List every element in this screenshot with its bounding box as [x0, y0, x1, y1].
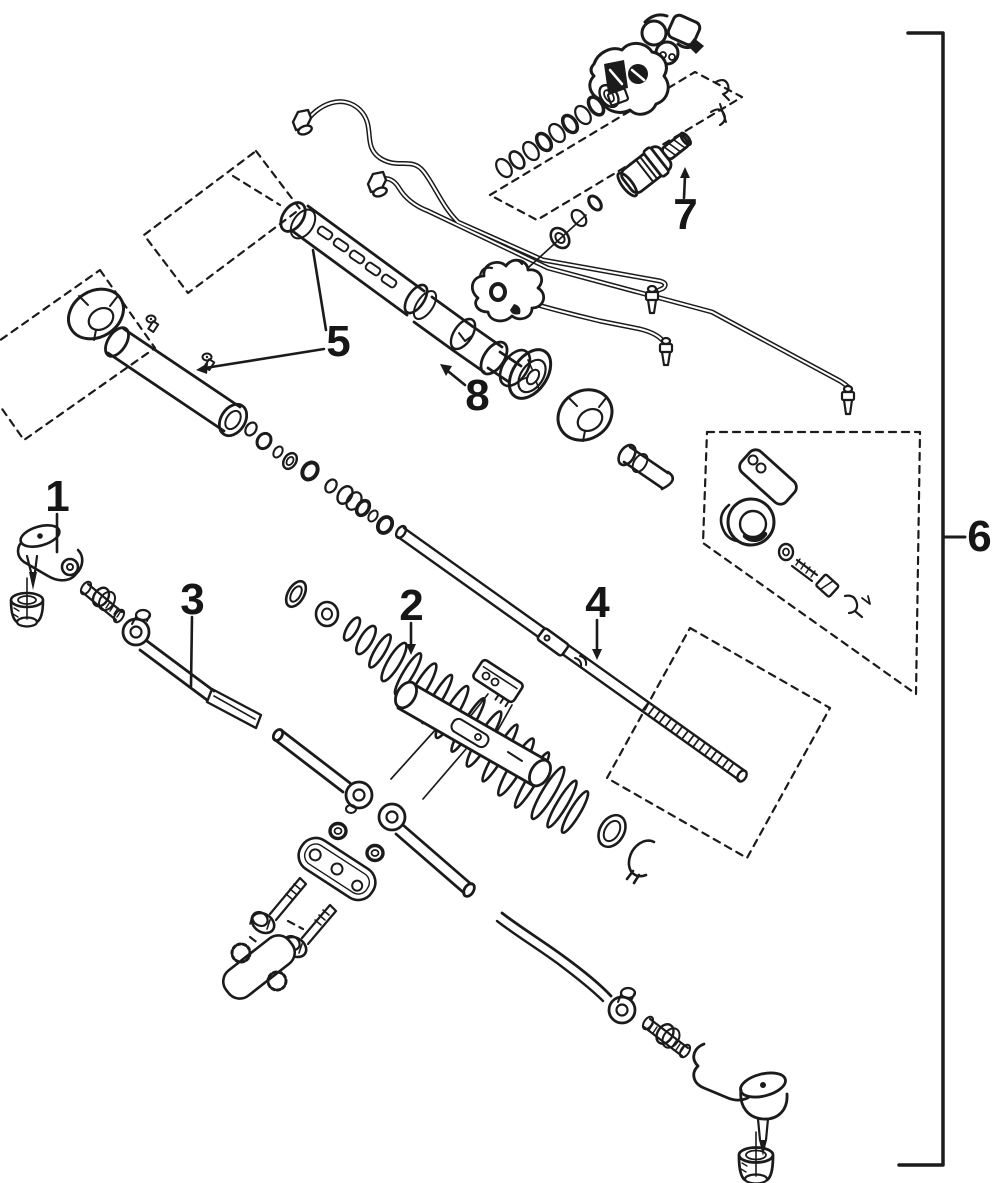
mount-bushing-cone [615, 442, 673, 489]
boxed-tie-rod-end-kit [721, 447, 870, 617]
dust-cup-icon [11, 578, 43, 627]
callout-5: 5 [326, 317, 350, 366]
bolt-icon [248, 878, 306, 937]
pinion-seal-chain [243, 420, 395, 535]
dust-cup-icon [739, 1132, 773, 1183]
mounting-plate [293, 832, 382, 906]
callout-6: 6 [967, 512, 991, 561]
callout-8: 8 [465, 371, 489, 420]
adjuster-stud-icon [641, 1015, 692, 1059]
outer-tie-rod-end-top [11, 521, 126, 626]
gear-housing-upper [276, 198, 559, 406]
callout-3: 3 [180, 575, 204, 624]
callout-1: 1 [45, 472, 69, 521]
serrated-lock-plate [218, 930, 301, 1004]
mount-saddle-right [549, 380, 622, 450]
outer-tie-rod-end-bottom [497, 913, 788, 1183]
callout-4: 4 [585, 578, 609, 627]
group-bracket [899, 33, 965, 1165]
rack-shaft [394, 524, 749, 783]
callout-2: 2 [399, 581, 423, 630]
mount-saddle-left [59, 279, 133, 349]
rack-center-tube [391, 659, 555, 790]
gear-housing-lower [101, 316, 253, 441]
adjuster-stud-icon [79, 580, 126, 624]
control-valve-assembly [547, 104, 726, 252]
callout-7: 7 [673, 190, 697, 239]
dashed-reference-boxes [0, 72, 920, 944]
center-tie-rods-and-hardware [218, 728, 477, 1004]
